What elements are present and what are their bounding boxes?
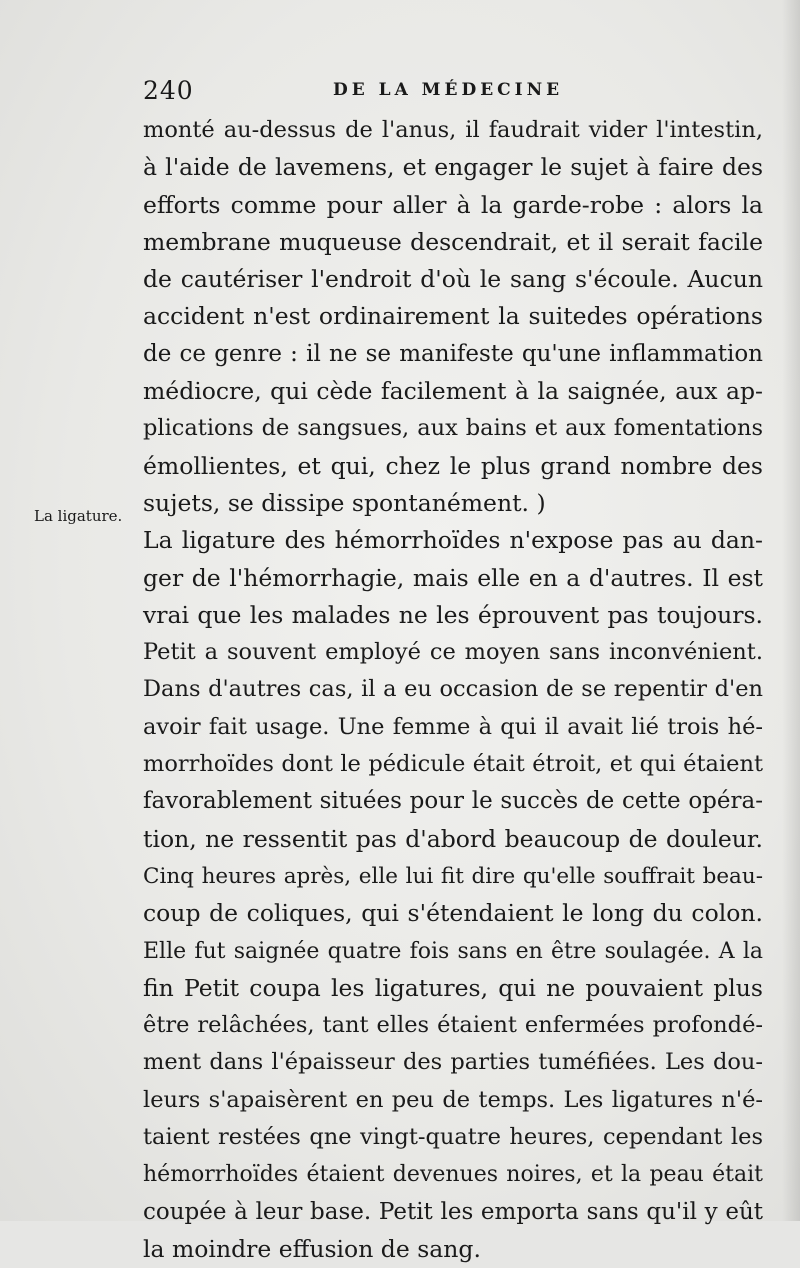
text-line: avoir fait usage. Une femme à qui il avait lié trois hé- <box>143 713 763 740</box>
text-line: émollientes, et qui, chez le plus grand nombre des <box>143 451 763 480</box>
text-line: ment dans l'épaisseur des parties tuméfiées. Les dou- <box>143 1049 763 1076</box>
text-line: coup de coliques, qui s'étendaient le long du colon. <box>143 899 763 928</box>
text-line: de cautériser l'endroit d'où le sang s'écoule. Aucun <box>143 265 763 294</box>
text-line: taient restées qne vingt-quatre heures, cependant les <box>143 1124 763 1151</box>
text-line: hémorrhoïdes étaient devenues noires, et la peau était <box>143 1162 763 1188</box>
text-line: efforts comme pour aller à la garde-robe : alors la <box>143 190 763 219</box>
text-line: plications de sangsues, aux bains et aux fomentations <box>143 415 763 442</box>
page-number: 240 <box>143 76 194 105</box>
text-line: de ce genre : il ne se manifeste qu'une inflammation <box>143 340 763 367</box>
text-line: Cinq heures après, elle lui fit dire qu'elle souffrait beau- <box>143 863 763 889</box>
text-line: fin Petit coupa les ligatures, qui ne pouvaient plus <box>143 973 763 1002</box>
text-line: médiocre, qui cède facilement à la saignée, aux ap- <box>143 377 763 406</box>
text-line: ger de l'hémorrhagie, mais elle en a d'autres. Il est <box>143 563 763 592</box>
text-line: La ligature des hémorrhoïdes n'expose pas au dan- <box>143 526 763 555</box>
text-line: accident n'est ordinairement la suitedes opérations <box>143 302 763 331</box>
running-head <box>143 74 763 110</box>
text-line: Petit a souvent employé ce moyen sans inconvénient. <box>143 639 763 666</box>
text-line: être relâchées, tant elles étaient enfermées profondé- <box>143 1012 763 1039</box>
text-line: membrane muqueuse descendrait, et il serait facile <box>143 227 763 256</box>
text-line: tion, ne ressentit pas d'abord beaucoup de douleur. <box>143 824 763 853</box>
text-line: Dans d'autres cas, il a eu occasion de se repentir d'en <box>143 676 763 703</box>
text-line: vrai que les malades ne les éprouvent pas toujours. <box>143 600 763 629</box>
text-line: sujets, se dissipe spontanément. ) <box>143 488 546 517</box>
margin-note: La ligature. <box>34 507 123 525</box>
text-line: favorablement situées pour le succès de cette opéra- <box>143 788 763 815</box>
text-line: morrhoïdes dont le pédicule était étroit, et qui étaient <box>143 751 763 778</box>
text-line: Elle fut saignée quatre fois sans en être soulagée. A la <box>143 938 763 964</box>
text-line: leurs s'apaisèrent en peu de temps. Les ligatures n'é- <box>143 1086 763 1113</box>
running-title: DE LA MÉDECINE <box>333 80 564 100</box>
body-text <box>143 112 763 1268</box>
text-line: coupée à leur base. Petit les emporta sans qu'il y eût <box>143 1198 763 1225</box>
text-line: à l'aide de lavemens, et engager le sujet à faire des <box>143 153 763 182</box>
text-line: monté au-dessus de l'anus, il faudrait vider l'intestin, <box>143 117 763 143</box>
text-line: la moindre effusion de sang. <box>143 1234 481 1263</box>
